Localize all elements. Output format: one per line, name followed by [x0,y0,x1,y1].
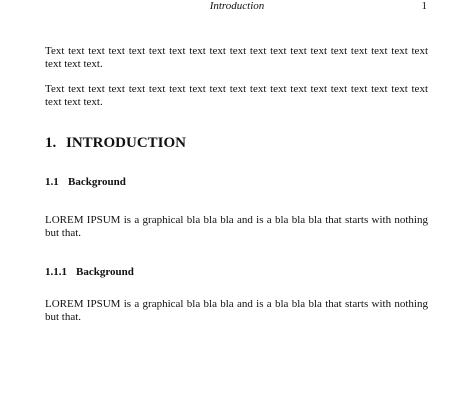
subsubsection-number: 1.1.1 [45,266,67,278]
running-title: Introduction [209,0,265,12]
subsection-paragraph: LOREM IPSUM is a graphical bla bla bla and is a bla bla bla that starts with nothing but that. [45,214,428,239]
section-number: 1. [45,135,57,151]
paragraph-2: Text text text text text text text text text text text text text text text text text text text text text text. [45,83,428,108]
subsection-number: 1.1 [45,176,59,188]
subsubsection-paragraph: LOREM IPSUM is a graphical bla bla bla and is a bla bla bla that starts with nothing but that. [45,298,428,323]
section-heading [45,134,186,152]
subsection-heading [45,176,126,189]
subsubsection-title: Background [76,266,134,278]
subsection-title: Background [68,176,126,188]
running-header [0,0,474,14]
subsubsection-heading [45,266,134,279]
page-number: 1 [421,0,427,12]
paragraph-1: Text text text text text text text text text text text text text text text text text text text text text text. [45,45,428,70]
section-title: INTRODUCTION [66,135,187,151]
